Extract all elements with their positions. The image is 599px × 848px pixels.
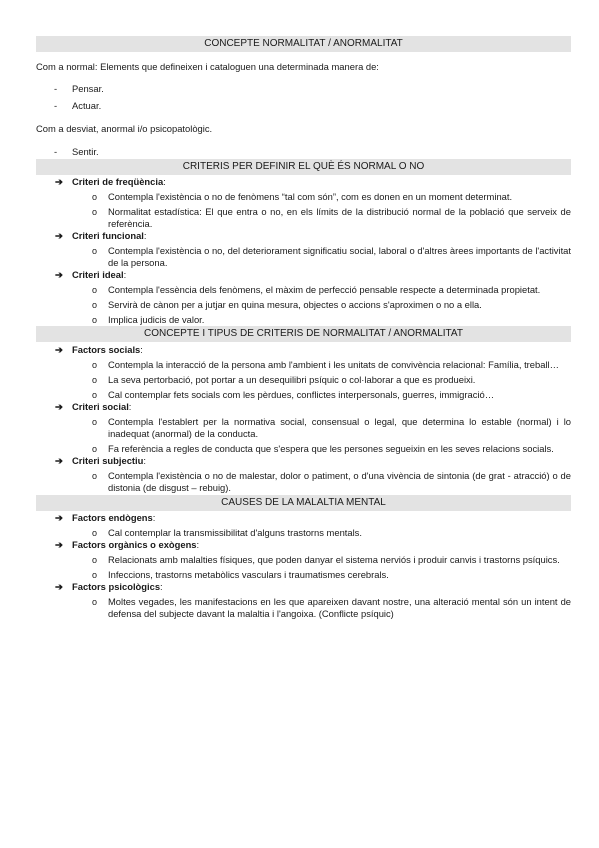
bullet-item <box>36 389 571 401</box>
dash-text: Actuar. <box>72 100 102 111</box>
criterion-item <box>36 455 571 467</box>
bullet-icon: o <box>92 360 98 370</box>
bullet-icon: o <box>92 417 98 427</box>
bullet-item <box>36 443 571 455</box>
dash-item <box>36 83 571 95</box>
criteris-list <box>36 176 571 326</box>
bullet-text: Infeccions, trastorns metabòlics vasculars i traumatismes cerebrals. <box>108 569 389 580</box>
dash-mark: - <box>54 83 58 94</box>
criterion-item <box>36 581 571 593</box>
bullet-text: Fa referència a regles de conducta que s'espera que les persones segueixin en les seves relacions socials. <box>108 443 554 454</box>
criterion-title: Factors endògens <box>72 512 153 523</box>
bullet-text: Implica judicis de valor. <box>108 314 205 325</box>
dash-text: Sentir. <box>72 146 99 157</box>
bullet-text: La seva pertorbació, pot portar a un desequilibri psíquic o col·laborar a que es produeixi. <box>108 374 476 385</box>
bullet-text: Contempla l'establert per la normativa social, consensual o legal, que determina lo estable (normal) i lo inadequat (anormal) de la conducta. <box>108 416 571 439</box>
bullet-text: Contempla l'existència o no de fenòmens “tal com són”, com es donen en un moment determinat. <box>108 191 513 202</box>
bullet-icon: o <box>92 285 98 295</box>
arrow-icon: ➔ <box>55 401 63 412</box>
criterion-title: Criteri ideal <box>72 269 124 280</box>
arrow-icon: ➔ <box>55 455 63 466</box>
section-heading: CONCEPTE NORMALITAT / ANORMALITAT <box>36 36 571 52</box>
bullet-icon: o <box>92 192 98 202</box>
criterion-title: Factors socials <box>72 344 141 355</box>
criterion-title: Factors psicològics <box>72 581 161 592</box>
criterion-colon: : <box>128 401 132 412</box>
tipus-list <box>36 344 571 494</box>
causes-list <box>36 512 571 620</box>
bullet-icon: o <box>92 207 98 217</box>
bullet-text: Contempla l'essència dels fenòmens, el màxim de perfecció pensable respecte a determinada propietat. <box>108 284 541 295</box>
arrow-icon: ➔ <box>55 512 63 523</box>
dash-text: Pensar. <box>72 83 104 94</box>
criterion-item <box>36 401 571 413</box>
criterion-title: Criteri de freqüència <box>72 176 164 187</box>
bullet-icon: o <box>92 444 98 454</box>
criterion-item <box>36 512 571 524</box>
criterion-title: Factors orgànics o exògens <box>72 539 197 550</box>
dash-mark: - <box>54 146 58 157</box>
arrow-icon: ➔ <box>55 230 63 241</box>
criterion-colon: : <box>140 344 143 355</box>
bullet-item <box>36 554 571 566</box>
bullet-text: Relacionats amb malalties físiques, que poden danyar el sistema nerviós i produir canvis i trastorns psíquics. <box>108 554 560 565</box>
arrow-icon: ➔ <box>55 176 63 187</box>
bullet-item <box>36 191 571 203</box>
criterion-item <box>36 539 571 551</box>
criterion-colon: : <box>152 512 156 523</box>
section-heading: CAUSES DE LA MALALTIA MENTAL <box>36 495 571 511</box>
criterion-item <box>36 269 571 281</box>
bullet-item <box>36 569 571 581</box>
arrow-icon: ➔ <box>55 539 63 550</box>
bullet-text: Servirà de cànon per a jutjar en quina mesura, objectes o accions s'aproximen o no a ella. <box>108 299 482 310</box>
bullet-icon: o <box>92 390 98 400</box>
bullet-text: Moltes vegades, les manifestacions en les que apareixen davant nostre, una alteració mental són un intent de defensa del subjecte davant la malaltia i l'angoixa. (Conflicte psíquic) <box>108 596 571 619</box>
bullet-icon: o <box>92 570 98 580</box>
bullet-text: Cal contemplar fets socials com les pèrdues, conflictes interpersonals, guerres, immigració… <box>108 389 495 400</box>
bullet-icon: o <box>92 300 98 310</box>
dash-item <box>36 146 571 158</box>
criterion-item <box>36 230 571 242</box>
bullet-item <box>36 470 571 494</box>
criterion-item <box>36 176 571 188</box>
criterion-colon: : <box>143 455 146 466</box>
document-content <box>36 36 571 620</box>
desviat-definition: Com a desviat, anormal i/o psicopatològic. <box>36 123 213 134</box>
bullet-item <box>36 527 571 539</box>
criterion-colon: : <box>123 269 127 280</box>
criterion-colon: : <box>143 230 147 241</box>
bullet-icon: o <box>92 555 98 565</box>
bullet-icon: o <box>92 315 98 325</box>
dash-item <box>36 100 571 112</box>
bullet-text: Normalitat estadística: El que entra o no, en els límits de la distribució normal de la població que serveix de referència. <box>108 206 571 229</box>
bullet-item <box>36 596 571 620</box>
bullet-text: Contempla la interacció de la persona amb l'ambient i les unitats de convivència relacional: Família, treball… <box>108 359 559 370</box>
section-heading: CRITERIS PER DEFINIR EL QUÈ ÉS NORMAL O NO <box>36 159 571 175</box>
bullet-icon: o <box>92 246 98 256</box>
bullet-item <box>36 206 571 230</box>
bullet-item <box>36 299 571 311</box>
bullet-text: Contempla l'existència o no de malestar, dolor o patiment, o d'una vivència de sintonia (de grat - atracció) o de distonia (de disgust – rebuig). <box>108 470 571 493</box>
bullet-item <box>36 359 571 371</box>
bullet-text: Contempla l'existència o no, del deteriorament significatiu social, laboral o d'altres àrees importants de l'activitat de la persona. <box>108 245 571 268</box>
bullet-item <box>36 416 571 440</box>
bullet-item <box>36 284 571 296</box>
normal-definition: Com a normal: Elements que defineixen i cataloguen una determinada manera de: <box>36 61 379 72</box>
criterion-title: Criteri funcional <box>72 230 144 241</box>
criterion-title: Criteri subjectiu <box>72 455 144 466</box>
section-heading: CONCEPTE I TIPUS DE CRITERIS DE NORMALITAT / ANORMALITAT <box>36 326 571 342</box>
bullet-icon: o <box>92 597 98 607</box>
bullet-icon: o <box>92 471 98 481</box>
bullet-icon: o <box>92 528 98 538</box>
bullet-icon: o <box>92 375 98 385</box>
criterion-colon: : <box>160 581 163 592</box>
criterion-colon: : <box>196 539 200 550</box>
bullet-text: Cal contemplar la transmissibilitat d'alguns trastorns mentals. <box>108 527 362 538</box>
bullet-item <box>36 314 571 326</box>
criterion-title: Criteri social <box>72 401 129 412</box>
dash-mark: - <box>54 100 58 111</box>
arrow-icon: ➔ <box>55 344 63 355</box>
bullet-item <box>36 245 571 269</box>
criterion-colon: : <box>163 176 166 187</box>
arrow-icon: ➔ <box>55 581 63 592</box>
arrow-icon: ➔ <box>55 269 63 280</box>
bullet-item <box>36 374 571 386</box>
criterion-item <box>36 344 571 356</box>
